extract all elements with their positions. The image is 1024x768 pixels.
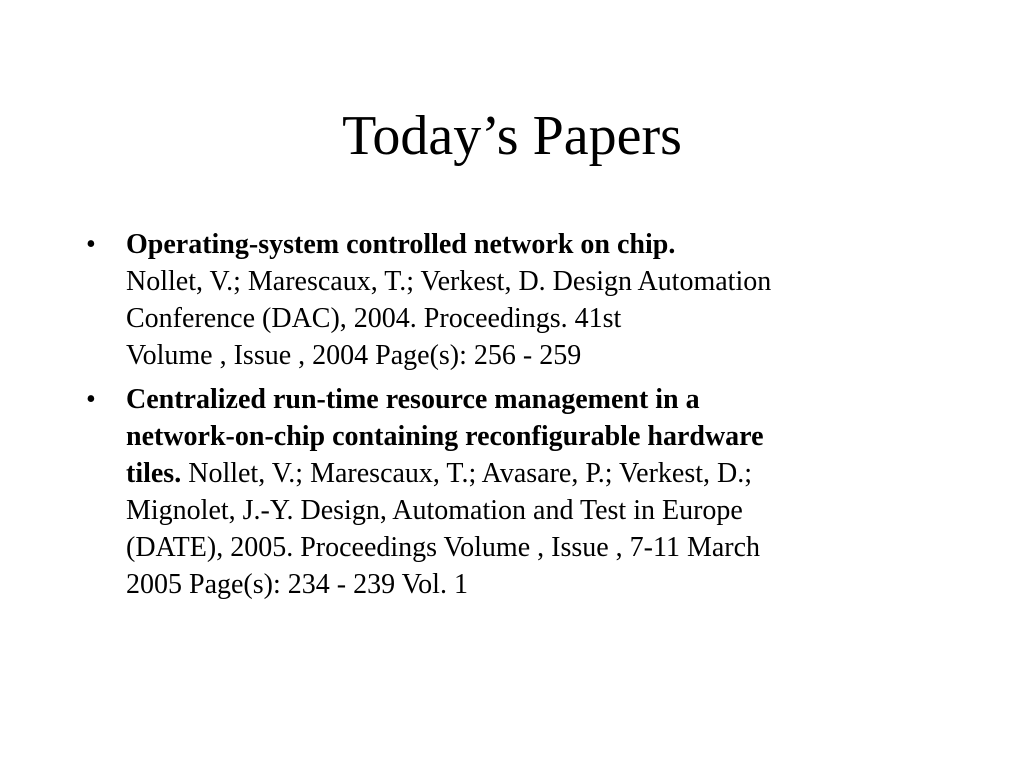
paper-2-authors: Nollet, V.; Marescaux, T.; Avasare, P.; Verkest, D.; [181,458,753,489]
paper-1-title: Operating-system controlled network on chip. [126,229,676,260]
paper-item-2 [86,381,926,603]
slide-title: Today’s Papers [342,105,682,167]
paper-2-title: Centralized run-time resource management in a [126,384,700,415]
paper-2-mixed-line [126,455,926,492]
paper-2-citation-line: Mignolet, J.-Y. Design, Automation and Test in Europe [126,495,743,526]
paper-1-citation-line: Nollet, V.; Marescaux, T.; Verkest, D. Design Automation [126,266,772,297]
paper-1-citation-line: Conference (DAC), 2004. Proceedings. 41st [126,303,622,334]
paper-2-citation-line: (DATE), 2005. Proceedings Volume , Issue , 7-11 March [126,532,761,563]
paper-item-1 [86,226,926,374]
paper-2-title: network-on-chip containing reconfigurable hardware [126,421,764,452]
paper-2-citation-line: 2005 Page(s): 234 - 239 Vol. 1 [126,569,468,600]
paper-list [86,226,926,610]
paper-1-citation-line: Volume , Issue , 2004 Page(s): 256 - 259 [126,340,582,371]
paper-2-title: tiles. [126,458,182,489]
bullet-icon: • [86,229,96,260]
bullet-icon: • [86,384,96,415]
